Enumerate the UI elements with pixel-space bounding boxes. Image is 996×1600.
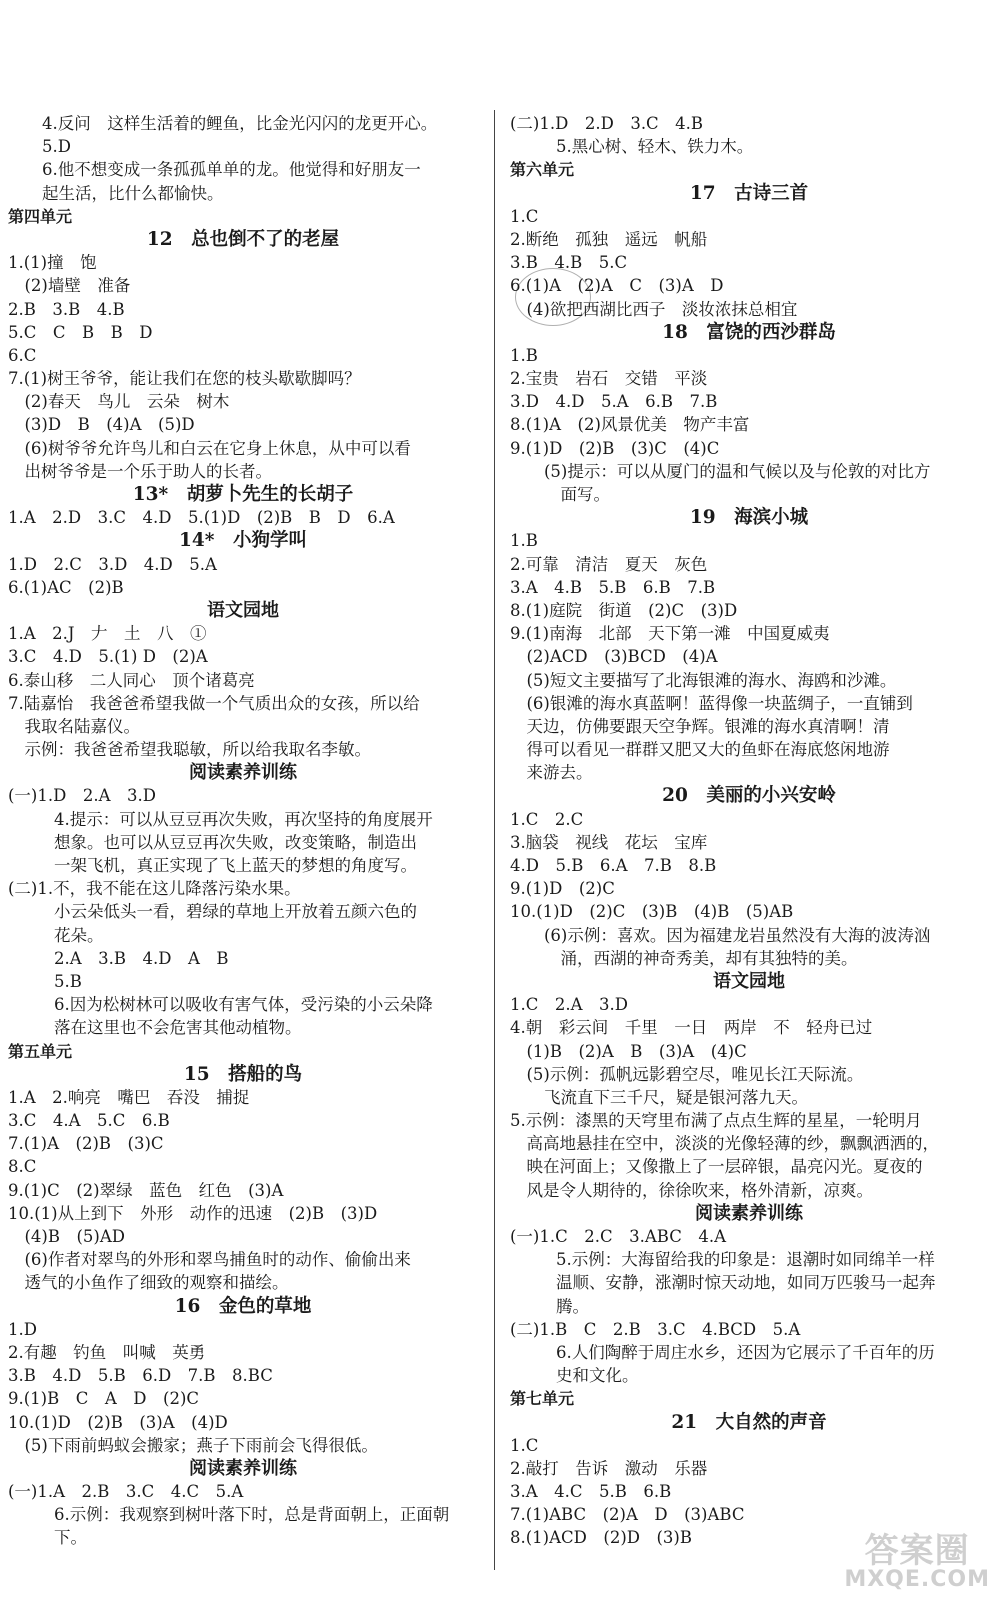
answer-line: 1.A 2.响亮 嘴巴 吞没 捕捉 xyxy=(8,1087,250,1107)
answer-line: 高高地悬挂在空中，淡淡的光像轻薄的纱，飘飘洒洒的， xyxy=(510,1134,939,1154)
answer-line: 3.C 4.A 5.C 6.B xyxy=(8,1111,170,1131)
answer-line: (4)欲把西湖比西子 淡妆浓抹总相宜 xyxy=(510,299,798,319)
answer-line: 1.C 2.A 3.D xyxy=(510,995,628,1015)
answer-line: 起生活，比什么都愉快。 xyxy=(42,183,224,203)
lesson-title: 18 富饶的西沙群岛 xyxy=(662,321,836,343)
lesson-title: 19 海滨小城 xyxy=(689,507,809,529)
answer-line: 1.C xyxy=(510,206,539,226)
answer-line: (5)提示：可以从厦门的温和气候以及与伦敦的对比方 xyxy=(544,461,931,481)
lesson-title: 14* 小狗学叫 xyxy=(179,530,307,552)
answer-line: 温顺、安静，涨潮时惊天动地，如同万匹骏马一起奔 xyxy=(556,1273,936,1293)
section-subtitle: 阅读素养训练 xyxy=(189,1457,297,1479)
answer-line: 6.C xyxy=(8,345,37,365)
answer-line: 1.(1)撞 饱 xyxy=(8,253,97,273)
answer-line: 6.人们陶醉于周庄水乡，还因为它展示了千百年的历 xyxy=(556,1342,935,1362)
answer-line: 3.D 4.D 5.A 6.B 7.B xyxy=(510,392,718,412)
answer-line: 1.B xyxy=(510,345,538,365)
answer-line: (5)下雨前蚂蚁会搬家；燕子下雨前会飞得很低。 xyxy=(8,1435,378,1455)
column-divider xyxy=(494,110,495,1570)
lesson-title: 17 古诗三首 xyxy=(689,182,809,204)
lesson-title: 21 大自然的声音 xyxy=(671,1411,827,1433)
answer-line: 3.B 4.B 5.C xyxy=(510,253,628,273)
answer-line: 6.因为松树林可以吸收有害气体，受污染的小云朵降 xyxy=(54,995,433,1015)
lesson-title: 15 搭船的鸟 xyxy=(183,1063,303,1085)
answer-line: 8.(1)A (2)风景优美 物产丰富 xyxy=(510,415,750,435)
answer-line: 2.可靠 清洁 夏天 灰色 xyxy=(510,554,708,574)
answer-line: 1.C xyxy=(510,1435,539,1455)
answer-line: 6.示例：我观察到树叶落下时，总是背面朝上，正面朝 xyxy=(54,1505,450,1525)
answer-line: 2.敲打 告诉 激动 乐器 xyxy=(510,1458,708,1478)
answer-line: 3.B 4.D 5.B 6.D 7.B 8.BC xyxy=(8,1366,273,1386)
answer-line: 小云朵低头一看，碧绿的草地上开放着五颜六色的 xyxy=(54,902,417,922)
answer-line: 4.反问 这样生活着的鲤鱼，比金光闪闪的龙更开心。 xyxy=(42,114,438,133)
answer-line: (一)1.A 2.B 3.C 4.C 5.A xyxy=(8,1482,244,1502)
answer-line: 8.(1)庭院 街道 (2)C (3)D xyxy=(510,600,738,620)
answer-line: (6)树爷爷允许鸟儿和白云在它身上休息，从中可以看 xyxy=(8,438,411,458)
answer-line: (2)春天 鸟儿 云朵 树木 xyxy=(8,392,230,412)
answer-line: 示例：我爸爸希望我聪敏，所以给我取名李敏。 xyxy=(8,740,371,760)
answer-line: 1.B xyxy=(510,531,538,551)
lesson-title: 20 美丽的小兴安岭 xyxy=(662,785,836,807)
answer-line: 映在河面上；又像撒上了一层碎银，晶亮闪光。夏夜的 xyxy=(510,1157,923,1177)
answer-line: 面写。 xyxy=(544,485,610,504)
answer-line: 2.A 3.B 4.D A B xyxy=(54,948,229,968)
answer-line: 5.黑心树、轻木、铁力木。 xyxy=(556,137,754,157)
answer-line: 3.A 4.C 5.B 6.B xyxy=(510,1482,672,1502)
section-subtitle: 语文园地 xyxy=(207,599,279,621)
answer-line: 3.脑袋 视线 花坛 宝库 xyxy=(510,832,708,852)
answer-line: 涌，西湖的神奇秀美，却有其独特的美。 xyxy=(544,948,858,968)
answer-line: 7.(1)A (2)B (3)C xyxy=(8,1134,164,1154)
answer-line: 2.宝贵 岩石 交错 平淡 xyxy=(510,369,708,389)
answer-line: (6)示例：喜欢。因为福建龙岩虽然没有大海的波涛汹 xyxy=(544,925,931,945)
answer-line: 9.(1)D (2)B (3)C (4)C xyxy=(510,438,720,458)
answer-line: (二)1.D 2.D 3.C 4.B xyxy=(510,114,704,133)
answer-line: 1.D 2.C 3.D 4.D 5.A xyxy=(8,554,217,574)
answer-line: 风是令人期待的，徐徐吹来，格外清新，凉爽。 xyxy=(510,1180,873,1200)
watermark-url: MXQE.COM xyxy=(844,1567,990,1592)
answer-line: (5)短文主要描写了北海银滩的海水、海鸥和沙滩。 xyxy=(510,670,897,690)
answer-line: (5)示例：孤帆远影碧空尽，唯见长江天际流。 xyxy=(510,1064,864,1084)
right-column xyxy=(510,112,988,1550)
unit-heading: 第六单元 xyxy=(510,160,575,180)
answer-line: 8.(1)ACD (2)D (3)B xyxy=(510,1528,692,1548)
answer-line: 9.(1)B C A D (2)C xyxy=(8,1389,200,1409)
answer-line: 得可以看见一群群又肥又大的鱼虾在海底悠闲地游 xyxy=(510,740,890,760)
answer-line: 天边，仿佛要跟天空争辉。银滩的海水真清啊！清 xyxy=(510,716,890,736)
answer-line: (二)1.不，我不能在这儿降落污染水果。 xyxy=(8,879,301,899)
answer-line: (2)ACD (3)BCD (4)A xyxy=(510,647,718,667)
answer-line: 来游去。 xyxy=(510,763,593,783)
answer-line: (6)作者对翠鸟的外形和翠鸟捕鱼时的动作、偷偷出来 xyxy=(8,1250,411,1270)
answer-line: (一)1.C 2.C 3.ABC 4.A xyxy=(510,1227,726,1246)
answer-line: 2.有趣 钓鱼 叫喊 英勇 xyxy=(8,1342,206,1362)
answer-line: 5.示例：大海留给我的印象是：退潮时如同绵羊一样 xyxy=(556,1250,935,1270)
answer-line: 5.B xyxy=(54,971,82,991)
answer-line: 落在这里也不会危害其他动植物。 xyxy=(54,1018,302,1038)
answer-line: 4.提示：可以从豆豆再次失败，再次坚持的角度展开 xyxy=(54,809,433,829)
answer-line: 1.C 2.C xyxy=(510,809,584,829)
answer-line: (3)D B (4)A (5)D xyxy=(8,415,195,435)
answer-line: 8.C xyxy=(8,1157,37,1177)
answer-line: (一)1.D 2.A 3.D xyxy=(8,786,156,806)
answer-line: 3.A 4.B 5.B 6.B 7.B xyxy=(510,577,716,597)
answer-line: 2.断绝 孤独 遥远 帆船 xyxy=(510,229,708,249)
answer-line: 9.(1)南海 北部 天下第一滩 中国夏威夷 xyxy=(510,624,830,644)
answer-line: 5.示例：漆黑的天穹里布满了点点生辉的星星，一轮明月 xyxy=(510,1111,922,1131)
section-subtitle: 阅读素养训练 xyxy=(189,762,297,784)
answer-line: (6)银滩的海水真蓝啊！蓝得像一块蓝绸子，一直铺到 xyxy=(510,693,913,713)
answer-line: 1.A 2.J 𠂇 土 八 ① xyxy=(8,624,207,644)
answer-line: 9.(1)D (2)C xyxy=(510,879,615,899)
answer-line: 7.陆嘉怡 我爸爸希望我做一个气质出众的女孩，所以给 xyxy=(8,693,420,713)
answer-line: 一架飞机，真正实现了飞上蓝天的梦想的角度写。 xyxy=(54,856,417,875)
answer-line: 10.(1)D (2)C (3)B (4)B (5)AB xyxy=(510,902,794,922)
answer-line: 2.B 3.B 4.B xyxy=(8,299,125,319)
answer-line: (1)B (2)A B (3)A (4)C xyxy=(510,1041,747,1061)
answer-line: 5.C C B B D xyxy=(8,322,153,342)
answer-line: 6.(1)A (2)A C (3)A D xyxy=(510,276,724,296)
answer-line: 透气的小鱼作了细致的观察和描绘。 xyxy=(8,1273,289,1293)
answer-line: 花朵。 xyxy=(54,925,104,945)
answer-line: 1.D xyxy=(8,1319,37,1339)
answer-line: 4.朝 彩云间 千里 一日 两岸 不 轻舟已过 xyxy=(510,1018,873,1038)
answer-line: 4.D 5.B 6.A 7.B 8.B xyxy=(510,856,717,875)
answer-line: 7.(1)树王爷爷，能让我们在您的枝头歇歇脚吗？ xyxy=(8,369,361,389)
lesson-title: 12 总也倒不了的老屋 xyxy=(146,228,340,250)
section-subtitle: 阅读素养训练 xyxy=(695,1202,803,1224)
unit-heading: 第五单元 xyxy=(8,1041,73,1061)
lesson-title: 13* 胡萝卜先生的长胡子 xyxy=(132,484,354,505)
answer-line: 3.C 4.D 5.(1) D (2)A xyxy=(8,647,208,667)
answer-line: 6.泰山移 二人同心 顶个诸葛亮 xyxy=(8,670,255,690)
answer-line: 10.(1)D (2)B (3)A (4)D xyxy=(8,1412,228,1432)
answer-line: 1.A 2.D 3.C 4.D 5.(1)D (2)B B D 6.A xyxy=(8,508,395,528)
unit-heading: 第四单元 xyxy=(8,206,73,226)
answer-line: 6.他不想变成一条孤孤单单的龙。他觉得和好朋友一 xyxy=(42,160,421,180)
answer-line: 5.D xyxy=(42,137,71,157)
answer-line: (二)1.B C 2.B 3.C 4.BCD 5.A xyxy=(510,1319,801,1339)
lesson-title: 16 金色的草地 xyxy=(174,1295,312,1317)
answer-line: 史和文化。 xyxy=(556,1366,639,1386)
answer-line: (4)B (5)AD xyxy=(8,1227,126,1246)
answer-line: 下。 xyxy=(54,1528,87,1548)
answer-line: (2)墙壁 准备 xyxy=(8,276,131,296)
answer-line: 想象。也可以从豆豆再次失败，改变策略，制造出 xyxy=(54,832,417,852)
answer-line: 出树爷爷是一个乐于助人的长者。 xyxy=(8,461,272,481)
answer-line: 10.(1)从上到下 外形 动作的迅速 (2)B (3)D xyxy=(8,1203,378,1223)
answer-line: 飞流直下三千尺，疑是银河落九天。 xyxy=(544,1087,808,1107)
watermark-logo xyxy=(844,1531,990,1592)
answer-line: 7.(1)ABC (2)A D (3)ABC xyxy=(510,1505,745,1525)
watermark-logo-text: 答案圈 xyxy=(864,1531,970,1571)
section-subtitle: 语文园地 xyxy=(713,970,785,992)
answer-line: 6.(1)AC (2)B xyxy=(8,577,124,597)
answer-line: 9.(1)C (2)翠绿 蓝色 红色 (3)A xyxy=(8,1180,284,1200)
unit-heading: 第七单元 xyxy=(510,1389,575,1409)
answer-line: 腾。 xyxy=(556,1296,589,1316)
left-column xyxy=(8,112,478,1550)
answer-line: 我取名陆嘉仪。 xyxy=(8,716,140,736)
